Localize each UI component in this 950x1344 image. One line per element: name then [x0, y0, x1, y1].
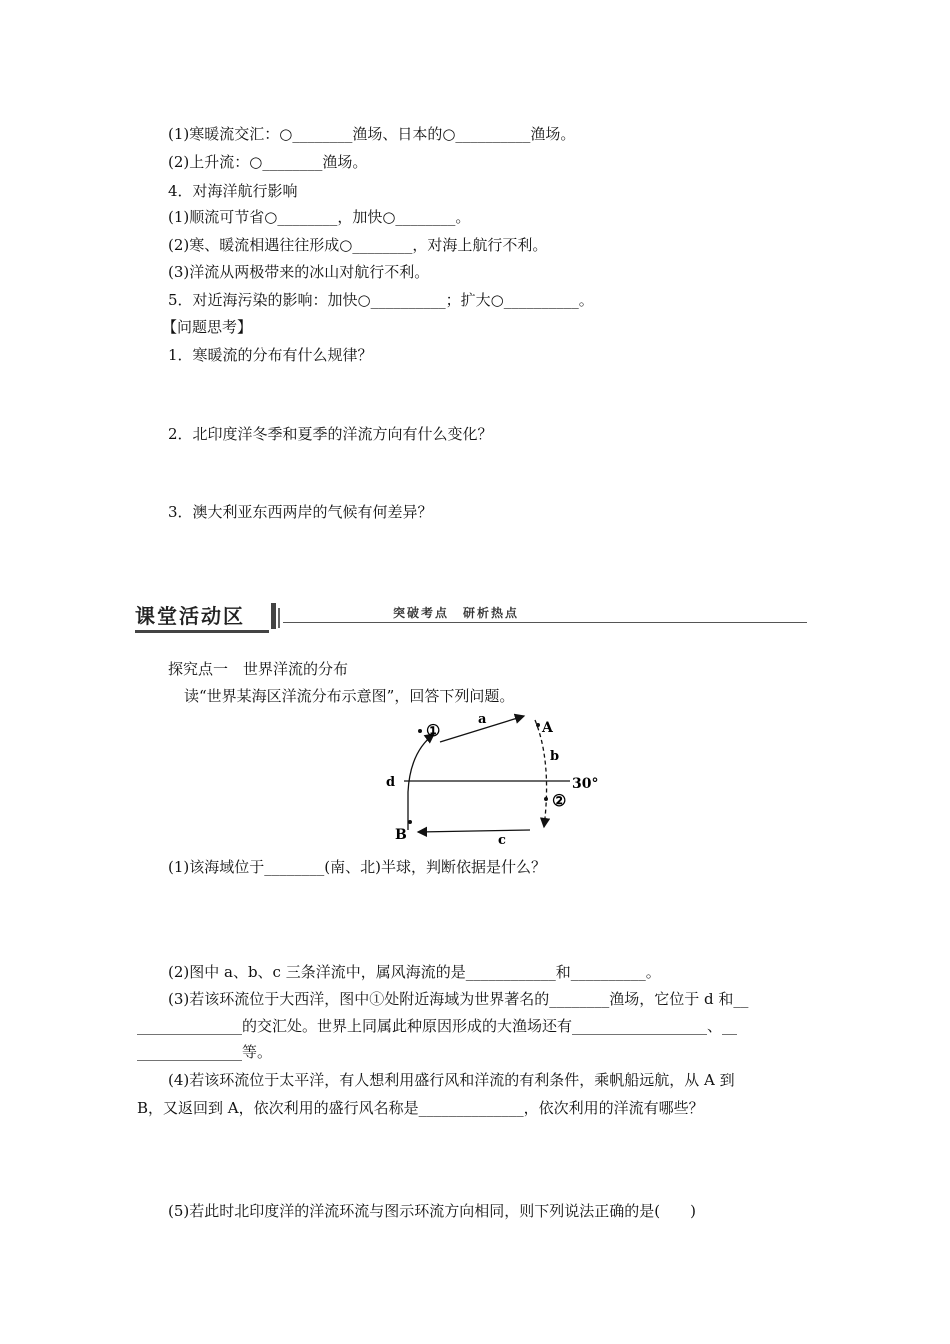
label-A: A: [542, 720, 553, 736]
current-b: [535, 720, 547, 827]
label-2: ②: [552, 791, 567, 810]
text-line: (3)洋流从两极带来的冰山对航行不利。: [168, 263, 430, 281]
point-B: [408, 820, 412, 824]
question-part-4: (4)若该环流位于太平洋，有人想利用盛行风和洋流的有利条件，乘帆船远航，从 A 到: [168, 1071, 735, 1089]
banner-divider: [271, 603, 276, 629]
text-line: 4．对海洋航行影响: [168, 182, 298, 200]
text-line: (1)寒暖流交汇：○________渔场、日本的○__________渔场。: [168, 125, 576, 143]
label-a: a: [478, 712, 487, 727]
banner-title: 课堂活动区: [135, 604, 245, 628]
label-1: ①: [426, 721, 441, 740]
point-1: [418, 729, 422, 733]
text-line: (2)上升流：○________渔场。: [168, 153, 368, 171]
label-d: d: [386, 775, 396, 790]
label-b: b: [550, 749, 560, 764]
point-2: [544, 797, 548, 801]
question-3: 3．澳大利亚东西两岸的气候有何差异？: [168, 503, 433, 521]
label-latitude: 30°: [572, 776, 599, 792]
current-c: [418, 830, 530, 832]
section-label: 【问题思考】: [162, 318, 253, 336]
ocean-current-diagram: [380, 712, 620, 852]
question-part-1: (1)该海域位于________(南、北)半球，判断依据是什么？: [168, 858, 546, 876]
banner-divider-thin: [278, 608, 280, 628]
question-2: 2．北印度洋冬季和夏季的洋流方向有什么变化？: [168, 425, 493, 443]
section-intro: 读“世界某海区洋流分布示意图”，回答下列问题。: [184, 687, 515, 705]
banner-rule: [283, 622, 807, 623]
point-A: [536, 723, 540, 727]
question-part-3-end: ______________等。: [137, 1043, 273, 1061]
section-heading: 探究点一 世界洋流的分布: [168, 660, 349, 678]
label-c: c: [498, 833, 506, 848]
text-line: (2)寒、暖流相遇往往形成○________，对海上航行不利。: [168, 236, 548, 254]
question-part-5: (5)若此时北印度洋的洋流环流与图示环流方向相同，则下列说法正确的是( ): [168, 1202, 696, 1220]
question-part-3-cont: ______________的交汇处。世界上同属此种原因形成的大渔场还有__________________、__: [137, 1017, 738, 1035]
banner-subtitle: 突破考点 研析热点: [393, 606, 520, 620]
diagram-svg: [380, 712, 620, 852]
question-part-4-cont: B，又返回到 A，依次利用的盛行风名称是______________，依次利用的洋流有哪些？: [137, 1099, 704, 1117]
text-line: (1)顺流可节省○________，加快○________。: [168, 208, 471, 226]
question-part-2: (2)图中 a、b、c 三条洋流中，属风海流的是____________和__________。: [168, 963, 661, 981]
question-1: 1．寒暖流的分布有什么规律？: [168, 346, 373, 364]
banner-underline: [135, 630, 269, 633]
question-part-3: (3)若该环流位于大西洋，图中①处附近海域为世界著名的________渔场，它位于 d 和__: [168, 990, 749, 1008]
current-d: [408, 734, 434, 830]
section-banner: [135, 600, 807, 634]
text-line: 5．对近海污染的影响：加快○__________；扩大○__________。: [168, 291, 594, 309]
label-B: B: [395, 827, 407, 843]
